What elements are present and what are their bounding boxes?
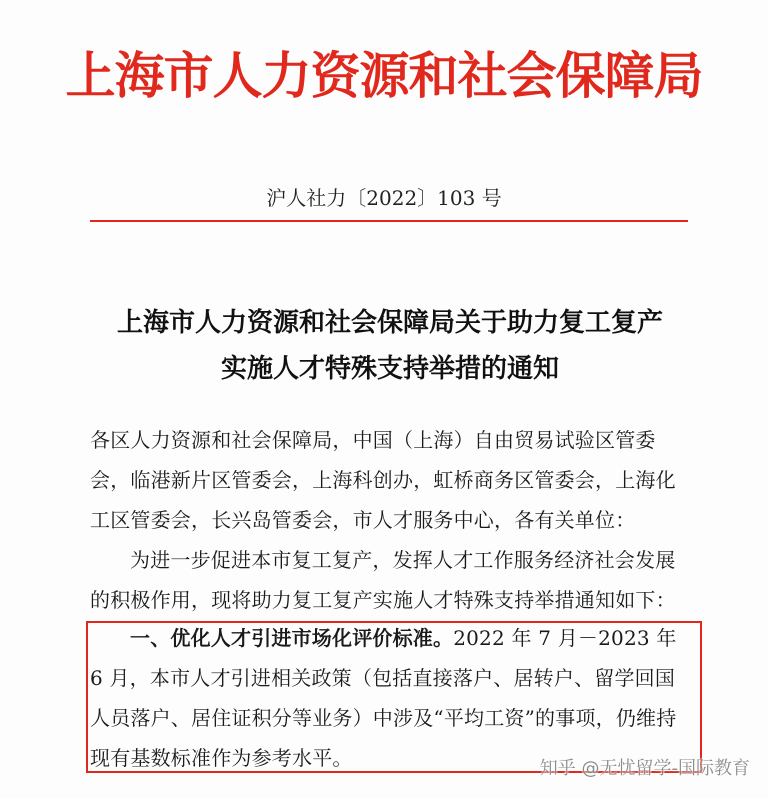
agency-masthead: 上海市人力资源和社会保障局 [65, 46, 703, 105]
source-watermark: 知乎 @无忧留学-国际教育 [539, 758, 750, 779]
document-title-line-1: 上海市人力资源和社会保障局关于助力复工复产 [116, 308, 663, 338]
red-divider-line [90, 220, 688, 222]
point-one-text: 2022 年 7 月－2023 年 6 月，本市人才引进相关政策（包括直接落户、居转户、留学回国人员落户、居住证积分等业务）中涉及“平均工资”的事项，仍维持现有基数标准作为参考水平。 [90, 626, 677, 770]
document-title-line-2: 实施人才特殊支持举措的通知 [220, 354, 559, 384]
intro-paragraph: 为进一步促进本市复工复产，发挥人才工作服务经济社会发展的积极作用，现将助力复工复产实施人才特殊支持举措通知如下： [90, 548, 676, 612]
addressee-paragraph: 各区人力资源和社会保障局，中国（上海）自由贸易试验区管委会，临港新片区管委会，上海科创办，虹桥商务区管委会，上海化工区管委会，长兴岛管委会，市人才服务中心，各有关单位： [90, 428, 676, 532]
document-title [70, 300, 710, 392]
document-number: 沪人社力〔2022〕103 号 [266, 186, 502, 210]
point-one-heading: 一、优化人才引进市场化评价标准。 [130, 626, 454, 650]
